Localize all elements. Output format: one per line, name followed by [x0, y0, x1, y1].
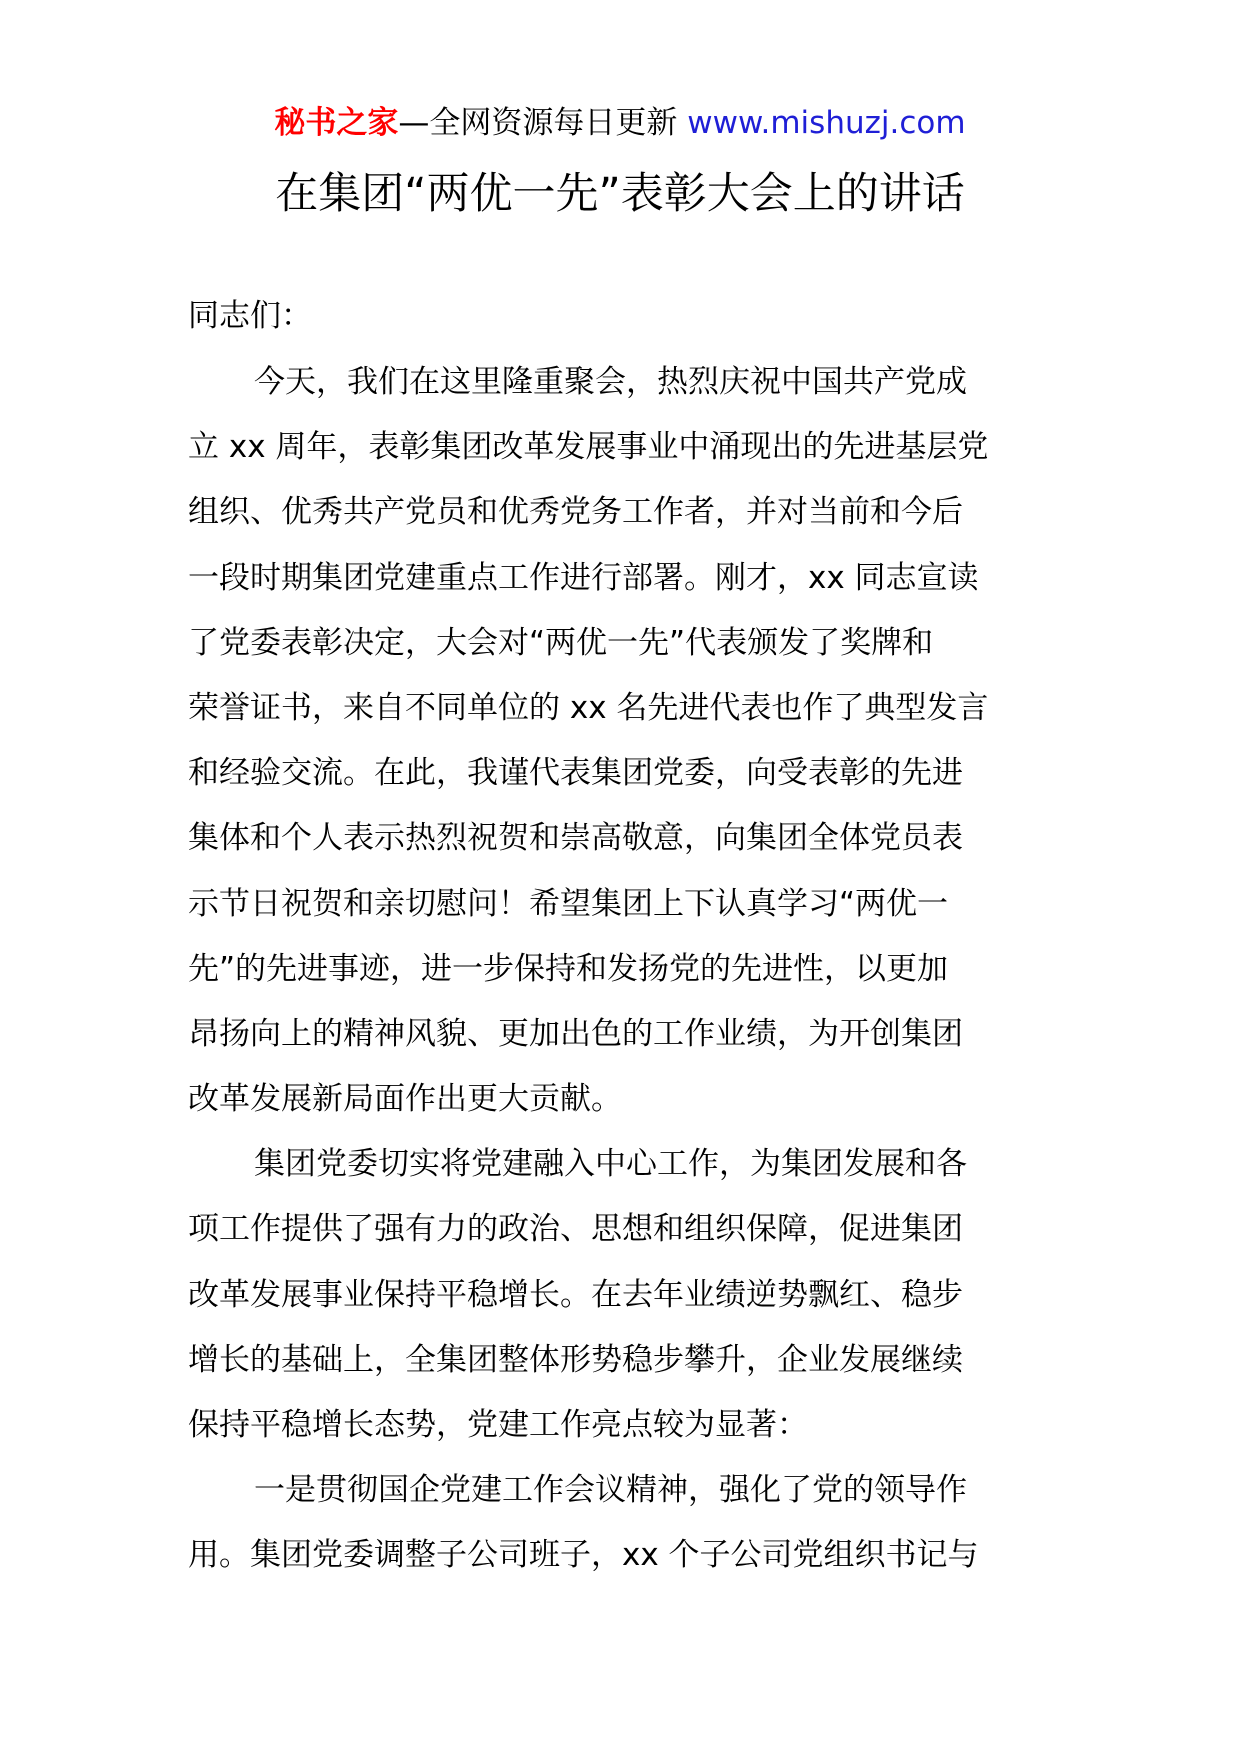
paragraph-1-line-8: 集体和个人表示热烈祝贺和崇高敬意，向集团全体党员表	[188, 820, 963, 857]
paragraph-1-line-6: 荣誉证书，来自不同单位的 xx 名先进代表也作了典型发言	[188, 689, 989, 726]
paragraph-3-line-2: 用。集团党委调整子公司班子，xx 个子公司党组织书记与	[188, 1537, 979, 1574]
paragraph-3-line-1: 一是贯彻国企党建工作会议精神，强化了党的领导作	[254, 1472, 967, 1509]
paragraph-2-line-5: 保持平稳增长态势，党建工作亮点较为显著：	[188, 1407, 808, 1443]
site-header	[0, 103, 1240, 143]
paragraph-1-line-11: 昂扬向上的精神风貌、更加出色的工作业绩，为开创集团	[188, 1015, 963, 1052]
document-title: 在集团“两优一先”表彰大会上的讲话	[275, 169, 965, 219]
paragraph-1-line-7: 和经验交流。在此，我谨代表集团党委，向受表彰的先进	[188, 755, 963, 792]
paragraph-2-line-2: 项工作提供了强有力的政治、思想和组织保障，促进集团	[188, 1211, 963, 1248]
paragraph-1-line-10: 先”的先进事迹，进一步保持和发扬党的先进性，以更加	[188, 950, 949, 987]
paragraph-1-line-9: 示节日祝贺和亲切慰问！希望集团上下认真学习“两优一	[188, 885, 949, 922]
paragraph-2-line-4: 增长的基础上，全集团整体形势稳步攀升，企业发展继续	[188, 1341, 963, 1378]
paragraph-1-line-3: 组织、优秀共产党员和优秀党务工作者，并对当前和今后	[188, 494, 963, 531]
paragraph-1-line-5: 了党委表彰决定，大会对“两优一先”代表颁发了奖牌和	[188, 624, 934, 661]
paragraph-1-line-1: 今天，我们在这里隆重聚会，热烈庆祝中国共产党成	[254, 364, 967, 400]
paragraph-2-line-1: 集团党委切实将党建融入中心工作，为集团发展和各	[254, 1146, 967, 1183]
brand-name: 秘书之家	[274, 105, 399, 141]
site-url-link[interactable]: www.mishuzj.com	[687, 105, 966, 141]
paragraph-2-line-3: 改革发展事业保持平稳增长。在去年业绩逆势飘红、稳步	[188, 1276, 963, 1313]
salutation: 同志们：	[188, 298, 312, 334]
header-tagline: —全网资源每日更新	[398, 105, 688, 141]
speech-body	[188, 362, 1058, 1601]
paragraph-1-line-2: 立 xx 周年，表彰集团改革发展事业中涌现出的先进基层党	[188, 429, 989, 466]
paragraph-1-line-12: 改革发展新局面作出更大贡献。	[188, 1081, 622, 1118]
paragraph-1-line-4: 一段时期集团党建重点工作进行部署。刚才，xx 同志宣读	[188, 559, 979, 596]
